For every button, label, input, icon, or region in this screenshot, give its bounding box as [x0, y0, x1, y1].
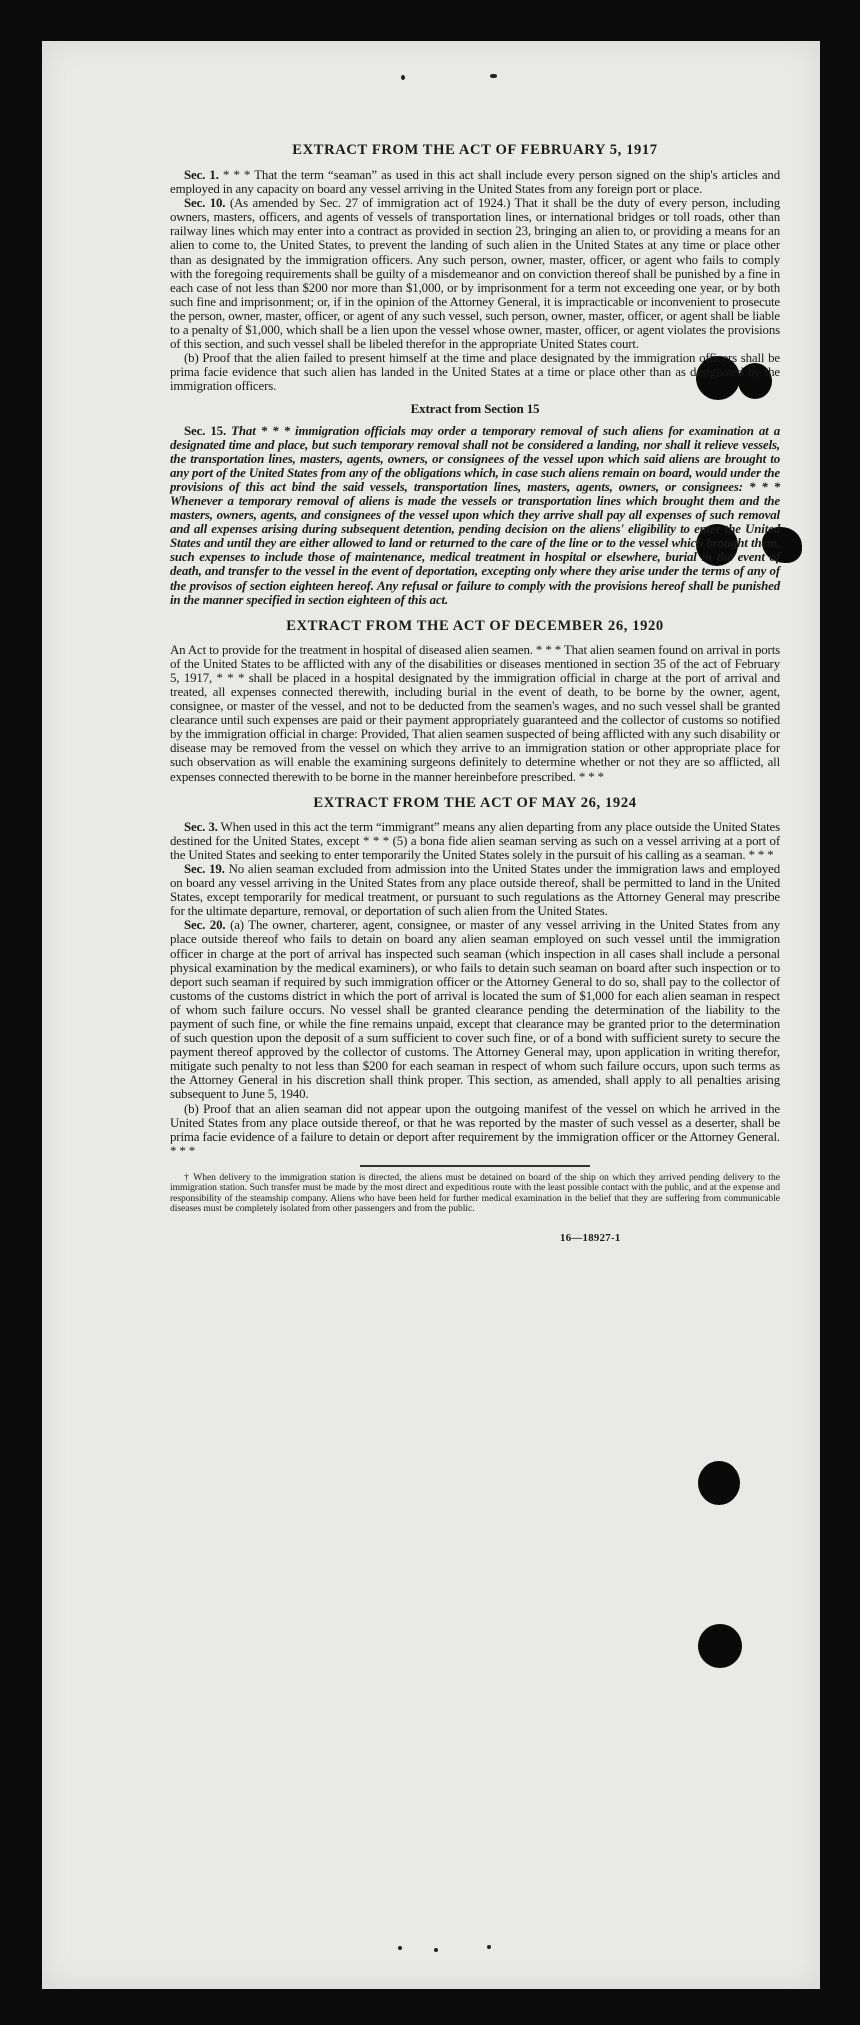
section-text: No alien seaman excluded from admission into the United States under the immigration laws and employed on board any vessel arriving in the United States from any place outside thereof, shall be permitted to land in the United States, except temporarily for medical treatment, or pursuant to such regulations as the Attorney General may prescribe for the ultimate departure, removal, or deportation of such alien from the United States. — [170, 861, 780, 919]
section-label: Sec. 1. — [184, 168, 219, 182]
section-label: Sec. 15. — [184, 423, 227, 438]
footnote-text: † When delivery to the immigration station is directed, the aliens must be detained on board of the ship on which they arrived pending delivery to the immigration station. Such transfer must be made by the most direct and expeditious route with the least possible contact with the public, and at the expense and responsibility of the steamship company. Aliens who have been held for further medical examination in the belief that they are suffering from communicable diseases must be completely isolated from other passengers and from the public. — [170, 1171, 780, 1215]
section-label: Sec. 3. — [184, 819, 218, 834]
heading-act-1917: EXTRACT FROM THE ACT OF FEBRUARY 5, 1917 — [292, 142, 658, 158]
ink-speck — [398, 1946, 402, 1950]
section-label: Sec. 20. — [184, 918, 226, 933]
ink-speck — [487, 1945, 491, 1949]
section-text: (b) Proof that the alien failed to present himself at the time and place designated by the immigration officers shall be prima facie evidence that such alien has landed in the United States at a time or place other than as designated by the immigration officers. — [170, 351, 780, 394]
punch-hole — [698, 1461, 740, 1505]
footnote — [170, 1173, 780, 1215]
section-label: Sec. 10. — [184, 196, 226, 211]
ink-speck — [434, 1948, 438, 1952]
punch-hole — [698, 1624, 742, 1668]
section-text: An Act to provide for the treatment in hospital of diseased alien seamen. * * * That alien seamen found on arrival in ports of the United States to be afflicted with any of the disabilities or diseases mentioned in section 35 of the act of February 5, 1917, * * * shall be placed in a hospital designated by the immigration official in charge at the port of arrival and treated, all expenses connected therewith, including burial in the event of death, to be borne by the owner, agent, consignee, or master of the vessel, and not to be deducted from the seamen's wages, and no such vessel shall be granted clearance until such expenses are paid or their payment appropriately guaranteed and the collector of customs so notified by the immigration official in charge: Provided, That alien seamen suspected of being afflicted with any such disability or disease may be removed from the vessel on which they arrive to an immigration station or other appropriate place for such observation as will enable the examining surgeons definitely to determine whether or not they are so afflicted, all expenses connected therewith to be borne in the manner hereinbefore prescribed. * * * — [170, 642, 780, 784]
heading-section-15: Extract from Section 15 — [410, 400, 540, 416]
section-text: When used in this act the term “immigrant” means any alien departing from any place outside the United States destined for the United States, except * * * (5) a bona fide alien seaman serving as such on a vessel arriving at a port of the United States and seeking to enter temporarily the United States solely in the pursuit of his calling as a seaman. * * * — [170, 819, 780, 862]
section-text: (As amended by Sec. 27 of immigration act of 1924.) That it shall be the duty of every person, including owners, masters, officers, and agents of vessels of transportation lines, or international bridges or toll roads, other than railway lines which may enter into a contract as provided in section 23, bringing an alien to, or providing a means for an alien to come to, the United States, to prevent the landing of such alien in the United States at any time or place other than as designated by the immigration officers. Any such person, owner, master, officer, or agent who fails to comply with the foregoing requirements shall be guilty of a misdemeanor and on conviction thereof shall be punished by a fine in each case of not less than $200 nor more than $1,000, or by imprisonment for a term not exceeding one year, or by both such fine and imprisonment; or, if in the opinion of the Attorney General, it is impracticable or inconvenient to prosecute the person, owner, master, officer, or agent of any such vessel, such person, owner, master, officer, or agent shall be liable to a penalty of $1,000, which shall be a lien upon the vessel whose owner, master, officer, or agent violates the provisions of this section, and such vessel shall be libeled therefor in the appropriate United States court. — [170, 196, 780, 352]
section-text: That * * * immigration officials may order a temporary removal of such aliens for examination at a designated time and place, but such temporary removal shall not be considered a landing, nor shall it relieve vessels, the transportation lines, masters, agents, owners, or consignees of the vessel upon which said aliens are brought to any port of the United States from any of the obligations which, in case such aliens remain on board, would under the provisions of this act bind the said vessels, transportation lines, masters, agents, owners, or consignees: * * * Whenever a temporary removal of aliens is made the vessels or transportation lines which brought them and the masters, owners, agents, and consignees of the vessel upon which they arrive shall pay all expenses of such removal and all expenses arising during subsequent detention, pending decision on the aliens' eligibility to enter the United States and until they are either allowed to land or returned to the care of the line or to the vessel which brought them, such expenses to include those of maintenance, medical treatment in hospital or elsewhere, burial in the event of death, and transfer to the vessel in the event of deportation, excepting only where they arise under the terms of any of the provisos of section eighteen hereof. Any refusal or failure to comply with the provisions hereof shall be punished in the manner specified in section eighteen of this act. — [170, 423, 780, 607]
document-page — [42, 41, 820, 1989]
form-number-text: 16—18927-1 — [560, 1231, 621, 1244]
heading-act-1924: EXTRACT FROM THE ACT OF MAY 26, 1924 — [313, 794, 637, 811]
form-number — [170, 1231, 780, 1245]
section-text: (b) Proof that an alien seaman did not appear upon the outgoing manifest of the vessel on which he arrived in the United States from any place outside thereof, or that he was reported by the master of such vessel as a deserter, shall be prima facie evidence of a failure to detain or deport after requirement by the immigration officer or the Attorney General. * * * — [170, 1101, 780, 1158]
document-body — [170, 41, 780, 1245]
section-label: Sec. 19. — [184, 861, 225, 876]
heading-act-1920: EXTRACT FROM THE ACT OF DECEMBER 26, 1920 — [286, 617, 664, 634]
section-text: * * * That the term “seaman” as used in this act shall include every person signed on the ship's articles and employed in any capacity on board any vessel arriving in the United States from any foreign port or place. — [170, 168, 781, 197]
section-text: (a) The owner, charterer, agent, consignee, or master of any vessel arriving in the United States from any place outside thereof who fails to detain on board any alien seaman employed on such vessel until the immigration officer in charge at the port of arrival has inspected such seaman (which inspection in all cases shall include a personal physical examination by the medical examiners), or who fails to detain such seaman on board after such inspection or to deport such seaman if required by such immigration officer or the Attorney General to do so, shall pay to the collector of customs of the customs district in which the port of arrival is located the sum of $1,000 for each alien seaman in respect of whom such failure occurs. No vessel shall be granted clearance pending the determination of the liability to the payment of such fine, or while the fine remains unpaid, except that clearance may be granted prior to the determination of such question upon the deposit of a sum sufficient to cover such fine, or of a bond with sufficient surety to secure the payment thereof approved by the collector of customs. The Attorney General may, upon application in writing therefor, mitigate such penalty to not less than $200 for each seaman in respect of whom such failure occurs, upon such terms as the Attorney General in his discretion shall think proper. This section, as amended, shall apply to all penalties arising subsequent to June 5, 1940. — [170, 918, 780, 1102]
